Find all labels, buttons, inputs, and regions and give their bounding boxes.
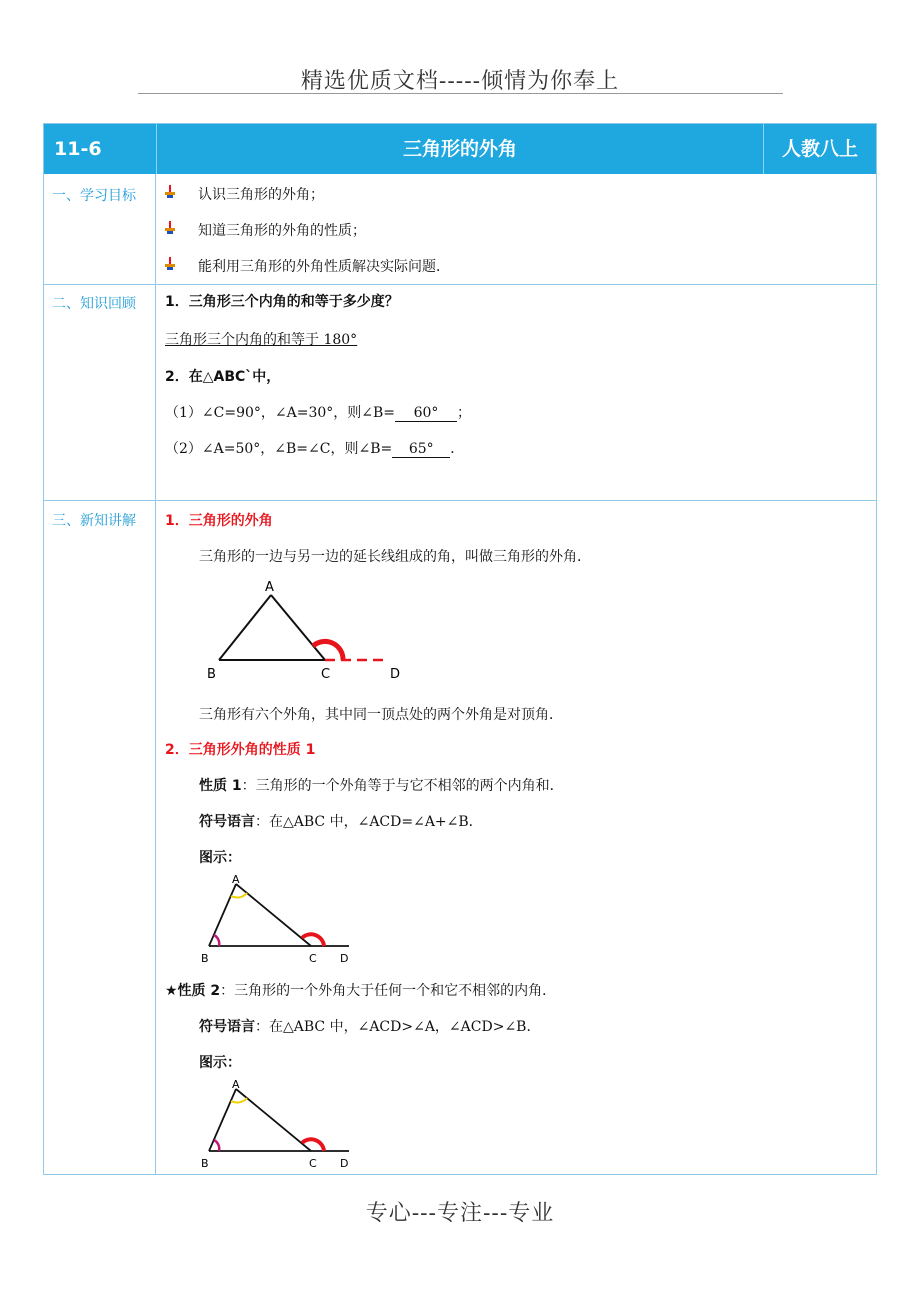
symbolic-language-1 — [199, 811, 483, 831]
label-d: D — [340, 1157, 349, 1170]
definition-text: 三角形的一边与另一边的延长线组成的角，叫做三角形的外角． — [199, 549, 591, 565]
triangle-side-ab — [209, 1089, 236, 1151]
label-b: B — [201, 952, 209, 965]
symbolic-text: ：在△ABC 中，∠ACD=∠A+∠B． — [255, 814, 483, 830]
label-c: C — [309, 1157, 317, 1170]
six-exterior-angles-note: 三角形有六个外角，其中同一顶点处的两个外角是对顶角． — [199, 707, 563, 723]
property-2 — [165, 980, 556, 1000]
answer-blank: 65° — [392, 441, 450, 458]
lesson-edition: 人教八上 — [781, 138, 858, 160]
review-item-text: ． — [450, 441, 465, 457]
label-d: D — [390, 667, 401, 682]
page-header: 精选优质文档-----倾情为你奉上 — [300, 69, 620, 94]
label-c: C — [309, 952, 317, 965]
angle-a-arc — [231, 1098, 247, 1103]
figure-exterior-angle — [199, 576, 399, 686]
figure-property-1 — [199, 874, 399, 969]
lesson-title: 三角形的外角 — [156, 124, 764, 174]
title-bar — [44, 124, 876, 174]
symbolic-language-2 — [199, 1016, 540, 1036]
section-label-goals: 一、学习目标 — [52, 188, 136, 204]
review-question-1: 1．三角形三个内角的和等于多少度？ — [165, 294, 399, 310]
header-divider — [138, 93, 783, 94]
bullet-icon — [164, 221, 176, 235]
section-label-review: 二、知识回顾 — [52, 296, 136, 312]
lesson-code: 11-6 — [54, 138, 102, 160]
goal-item: 能利用三角形的外角性质解决实际问题． — [198, 259, 450, 275]
review-item-2-2 — [165, 438, 464, 458]
symbolic-text: ：在△ABC 中，∠ACD>∠A，∠ACD>∠B． — [255, 1019, 541, 1035]
figure-label-2: 图示： — [199, 1055, 241, 1071]
label-d: D — [340, 952, 349, 965]
label-b: B — [201, 1157, 209, 1170]
label-b: B — [207, 667, 216, 682]
review-question-2: 2．在△ABC`中， — [165, 369, 281, 385]
label-a: A — [232, 1078, 240, 1091]
angle-a-arc — [231, 893, 247, 898]
angle-b-arc — [214, 1140, 219, 1151]
symbolic-label: 符号语言 — [199, 814, 255, 830]
triangle-side-ab — [209, 884, 236, 946]
property-1 — [199, 775, 564, 795]
triangle-side-ca — [271, 595, 325, 660]
review-item-text: ； — [457, 405, 472, 421]
property-label: 性质 1 — [199, 778, 242, 794]
row-divider — [44, 500, 876, 501]
page-footer: 专心---专注---专业 — [365, 1201, 555, 1226]
property-label: ★性质 2 — [165, 983, 221, 999]
section-label-new: 三、新知讲解 — [52, 513, 136, 529]
answer-blank: 60° — [395, 405, 457, 422]
review-item-2-1 — [165, 402, 471, 422]
label-a: A — [232, 873, 240, 886]
label-c: C — [321, 667, 331, 682]
review-item-text: （2）∠A=50°，∠B=∠C，则∠B= — [165, 441, 393, 457]
row-divider — [44, 284, 876, 285]
review-answer-1: 三角形三个内角的和等于 180° — [165, 332, 358, 348]
review-item-text: （1）∠C=90°，∠A=30°，则∠B= — [165, 405, 396, 421]
bullet-icon — [164, 257, 176, 271]
bullet-icon — [164, 185, 176, 199]
heading-property-1: 2．三角形外角的性质 1 — [165, 742, 316, 758]
figure-property-2 — [199, 1079, 399, 1174]
column-divider — [155, 174, 156, 1174]
heading-exterior-angle: 1．三角形的外角 — [165, 513, 273, 529]
symbolic-label: 符号语言 — [199, 1019, 255, 1035]
angle-b-arc — [214, 935, 219, 946]
label-a: A — [265, 580, 274, 595]
goal-item: 认识三角形的外角； — [198, 187, 324, 203]
goal-item: 知道三角形的外角的性质； — [198, 223, 366, 239]
property-text: ：三角形的一个外角大于任何一个和它不相邻的内角． — [220, 983, 557, 999]
property-text: ：三角形的一个外角等于与它不相邻的两个内角和． — [241, 778, 564, 794]
triangle-side-ab — [219, 595, 271, 660]
lesson-table — [43, 123, 877, 1175]
figure-label-1: 图示： — [199, 850, 241, 866]
